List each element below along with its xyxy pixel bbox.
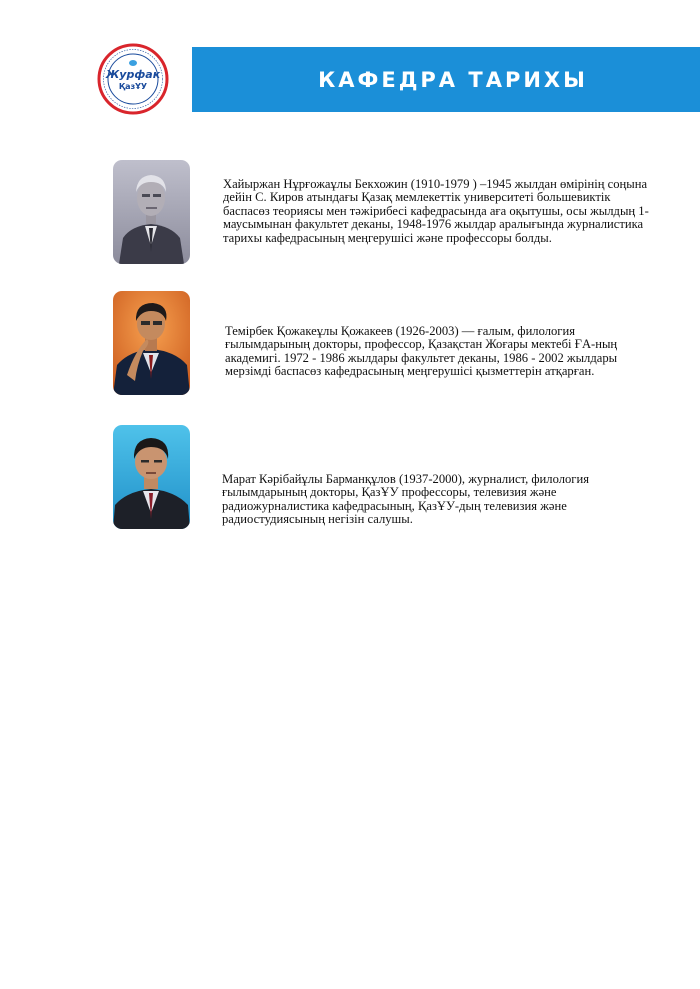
bio-text-2: Темірбек Қожакеұлы Қожакеев (1926-2003) — ғалым, филология ғылымдарының докторы, профессор, Қазақстан Жоғары мектебі ҒА-ның академигі. 1972 - 1986 жылдары факультет деканы, 1986 - 2002 жылдары мерзімді баспасөз кафедрасының меңгерушісі қызметтерін атқарған. — [225, 324, 618, 379]
logo-university: ҚазҰУ — [118, 82, 148, 91]
header-banner — [192, 47, 700, 112]
portrait-photo-3 — [113, 425, 190, 529]
portrait-photo-2 — [113, 291, 190, 395]
portrait-orange-background-icon — [113, 291, 190, 395]
page-title: КАФЕДРА ТАРИХЫ — [318, 67, 588, 92]
portrait-photo-1 — [113, 160, 190, 264]
logo-emblem-icon — [97, 43, 169, 115]
portrait-bw-icon — [113, 160, 190, 264]
logo-word: Журфак — [105, 68, 161, 81]
bio-text-3: Марат Кәрібайұлы Барманқұлов (1937-2000), журналист, филология ғылымдарының докторы, ҚазҰУ профессоры, телевизия және радиожурналистика кафедрасының, ҚазҰУ-дың телевизия және радиостудиясының негізін салушы. — [222, 472, 589, 527]
faculty-logo — [97, 43, 169, 115]
bio-text-1: Хайыржан Нұрғожаұлы Бекхожин (1910-1979 ) –1945 жылдан өмірінің соңына дейін С. Киров атындағы Қазақ мемлекеттік университеті большевиктік баспасөз теориясы мен тәжірибесі кафедрасында аға оқытушы, осы жылдың 1-маусымынан факультет деканы, 1948-1976 жылдар аралығында журналистика тарихы кафедрасының меңгерушісі және профессоры болды. — [223, 177, 649, 245]
portrait-blue-background-icon — [113, 425, 190, 529]
